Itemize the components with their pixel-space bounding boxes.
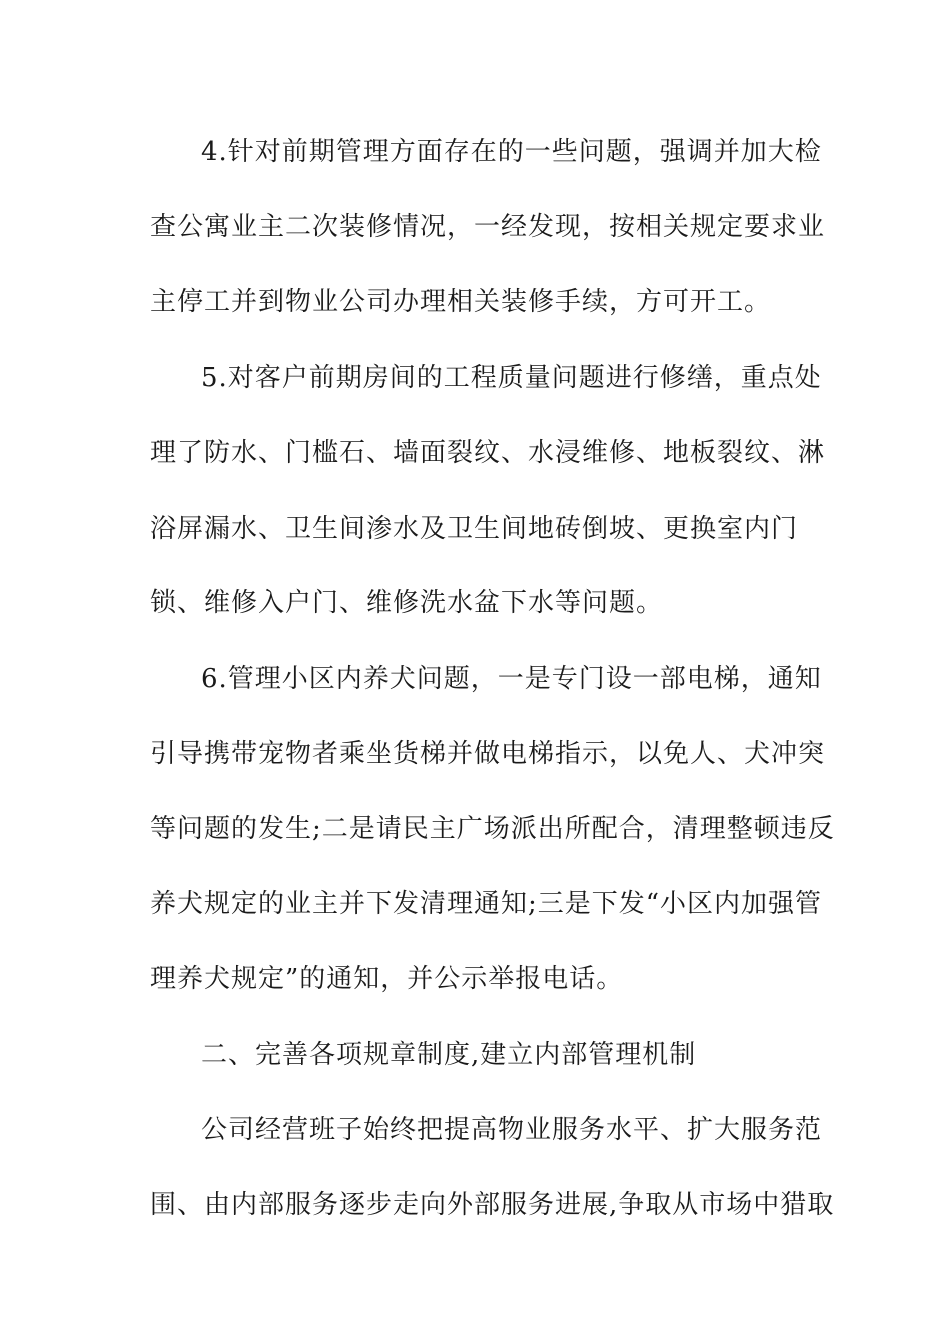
- paragraph-6-line-1: 6.管理小区内养犬问题，一是专门设一部电梯，通知: [201, 664, 822, 694]
- paragraph-6-line-3: 等问题的发生;二是请民主广场派出所配合，清理整顿违反: [150, 814, 835, 844]
- paragraph-6-line-2: 引导携带宠物者乘坐货梯并做电梯指示，以免人、犬冲突: [150, 739, 826, 769]
- paragraph-5-line-4: 锁、维修入户门、维修洗水盆下水等问题。: [150, 588, 664, 618]
- paragraph-company-line-2: 围、由内部服务逐步走向外部服务进展,争取从市场中猎取: [150, 1190, 835, 1220]
- paragraph-5-line-1: 5.对客户前期房间的工程质量问题进行修缮，重点处: [201, 363, 822, 393]
- paragraph-5-line-2: 理了防水、门槛石、墙面裂纹、水浸维修、地板裂纹、淋: [150, 438, 826, 468]
- paragraph-4-line-2: 查公寓业主二次装修情况，一经发现，按相关规定要求业: [150, 212, 826, 242]
- paragraph-4-line-1: 4.针对前期管理方面存在的一些问题，强调并加大检: [201, 137, 822, 167]
- paragraph-6-line-5: 理养犬规定”的通知，并公示举报电话。: [150, 964, 624, 994]
- section-heading-2: 二、完善各项规章制度,建立内部管理机制: [201, 1040, 697, 1070]
- paragraph-6-line-4: 养犬规定的业主并下发清理通知;三是下发“小区内加强管: [150, 889, 823, 919]
- paragraph-5-line-3: 浴屏漏水、卫生间渗水及卫生间地砖倒坡、更换室内门: [150, 514, 799, 544]
- paragraph-4-line-3: 主停工并到物业公司办理相关装修手续，方可开工。: [150, 287, 772, 317]
- paragraph-company-line-1: 公司经营班子始终把提高物业服务水平、扩大服务范: [201, 1115, 823, 1145]
